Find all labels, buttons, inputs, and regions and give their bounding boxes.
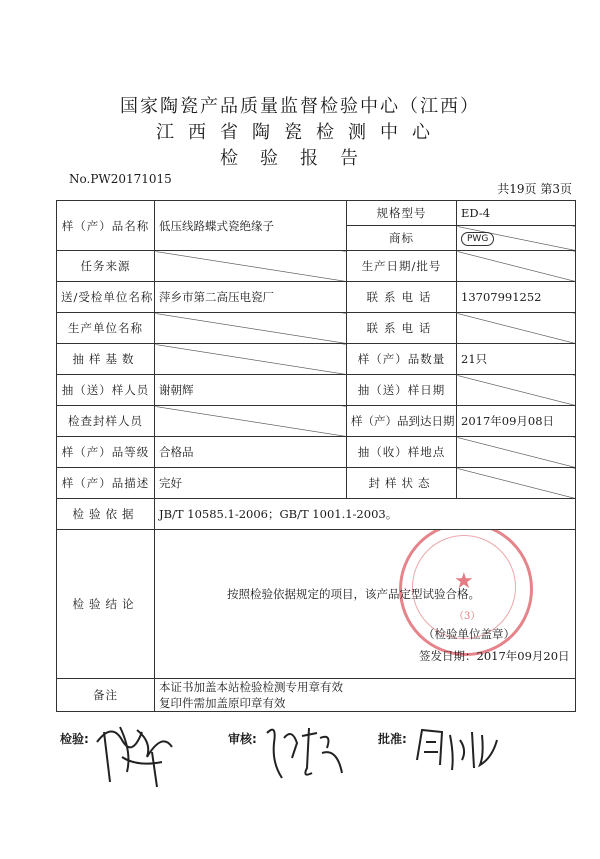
desc-label: 样（产）品描述 [57, 468, 155, 499]
sample-base-label: 抽样基数 [57, 344, 155, 375]
approve-label: 批准: [378, 732, 407, 746]
table-row [57, 313, 576, 344]
conclusion-box [155, 530, 575, 678]
model-value: ED-4 [457, 201, 576, 226]
task-source-label: 任务来源 [57, 251, 155, 282]
table-row [57, 406, 576, 437]
brand-value [457, 226, 576, 251]
place-value [457, 437, 576, 468]
remark-value [155, 679, 576, 712]
table-row [57, 499, 576, 530]
brand-label: 商标 [347, 226, 457, 251]
center-title: 江西省陶瓷检测中心 [156, 122, 444, 143]
report-title: 检验报告 [220, 148, 380, 169]
table-row [57, 375, 576, 406]
phone2-label: 联系电话 [347, 313, 457, 344]
grade-label: 样（产）品等级 [57, 437, 155, 468]
sample-name-label: 样（产）品名称 [57, 201, 155, 251]
inspector-signature [92, 712, 182, 802]
table-row [57, 530, 576, 679]
reviewer-signature [262, 718, 352, 788]
phone-label: 联系电话 [347, 282, 457, 313]
conclusion-label: 检验结论 [57, 530, 155, 679]
seal-status-value [457, 468, 576, 499]
phone2-value [457, 313, 576, 344]
producer-label: 生产单位名称 [57, 313, 155, 344]
arrival-label: 样（产）品到达日期 [347, 406, 457, 437]
prod-date-label: 生产日期/批号 [347, 251, 457, 282]
stamp-star-icon: ★ [454, 569, 474, 594]
sampler-value: 谢朝辉 [155, 375, 347, 406]
basis-label: 检验依据 [57, 499, 155, 530]
table-row [57, 679, 576, 712]
conclusion-text: 按照检验依据规定的项目，该产品定型试验合格。 [227, 587, 480, 601]
model-label: 规格型号 [347, 201, 457, 226]
quantity-label: 样（产）品数量 [347, 344, 457, 375]
task-source-value [155, 251, 347, 282]
unit-label: 送/受检单位名称 [57, 282, 155, 313]
sample-date-label: 抽（送）样日期 [347, 375, 457, 406]
phone-value: 13707991252 [457, 282, 576, 313]
sample-base-value [155, 344, 347, 375]
issue-date: 签发日期：2017年09月20日 [419, 649, 570, 663]
desc-value: 完好 [155, 468, 347, 499]
document-number: No.PW20171015 [69, 172, 172, 186]
remark-label: 备注 [57, 679, 155, 712]
seal-status-label: 封样状态 [347, 468, 457, 499]
basis-value: JB/T 10585.1-2006；GB/T 1001.1-2003。 [155, 499, 576, 530]
sealer-label: 检查封样人员 [57, 406, 155, 437]
org-title: 国家陶瓷产品质量监督检验中心（江西） [120, 96, 480, 117]
stamp-number: （3） [454, 611, 481, 622]
prod-date-value [457, 251, 576, 282]
remark-line-2: 复印件需加盖原印章有效 [159, 696, 286, 710]
place-label: 抽（收）样地点 [347, 437, 457, 468]
sample-date-value [457, 375, 576, 406]
inspect-label: 检验: [60, 732, 89, 746]
sealer-value [155, 406, 347, 437]
page-count: 共19页 第3页 [497, 182, 572, 196]
arrival-value: 2017年09月08日 [457, 406, 576, 437]
table-row [57, 437, 576, 468]
brand-logo: PWG [461, 232, 494, 246]
remark-line-1: 本证书加盖本站检验检测专用章有效 [159, 680, 343, 694]
approver-signature [412, 720, 502, 780]
quantity-value: 21只 [457, 344, 576, 375]
producer-value [155, 313, 347, 344]
sampler-label: 抽（送）样人员 [57, 375, 155, 406]
grade-value: 合格品 [155, 437, 347, 468]
table-row [57, 282, 576, 313]
conclusion-unit: （检验单位盖章） [423, 627, 515, 641]
unit-value: 萍乡市第二高压电瓷厂 [155, 282, 347, 313]
table-row [57, 251, 576, 282]
table-row [57, 468, 576, 499]
conclusion-cell [155, 530, 576, 679]
table-row [57, 201, 576, 226]
review-label: 审核: [228, 732, 257, 746]
sample-name-value: 低压线路蝶式瓷绝缘子 [155, 201, 347, 251]
report-form [56, 200, 576, 712]
table-row [57, 344, 576, 375]
